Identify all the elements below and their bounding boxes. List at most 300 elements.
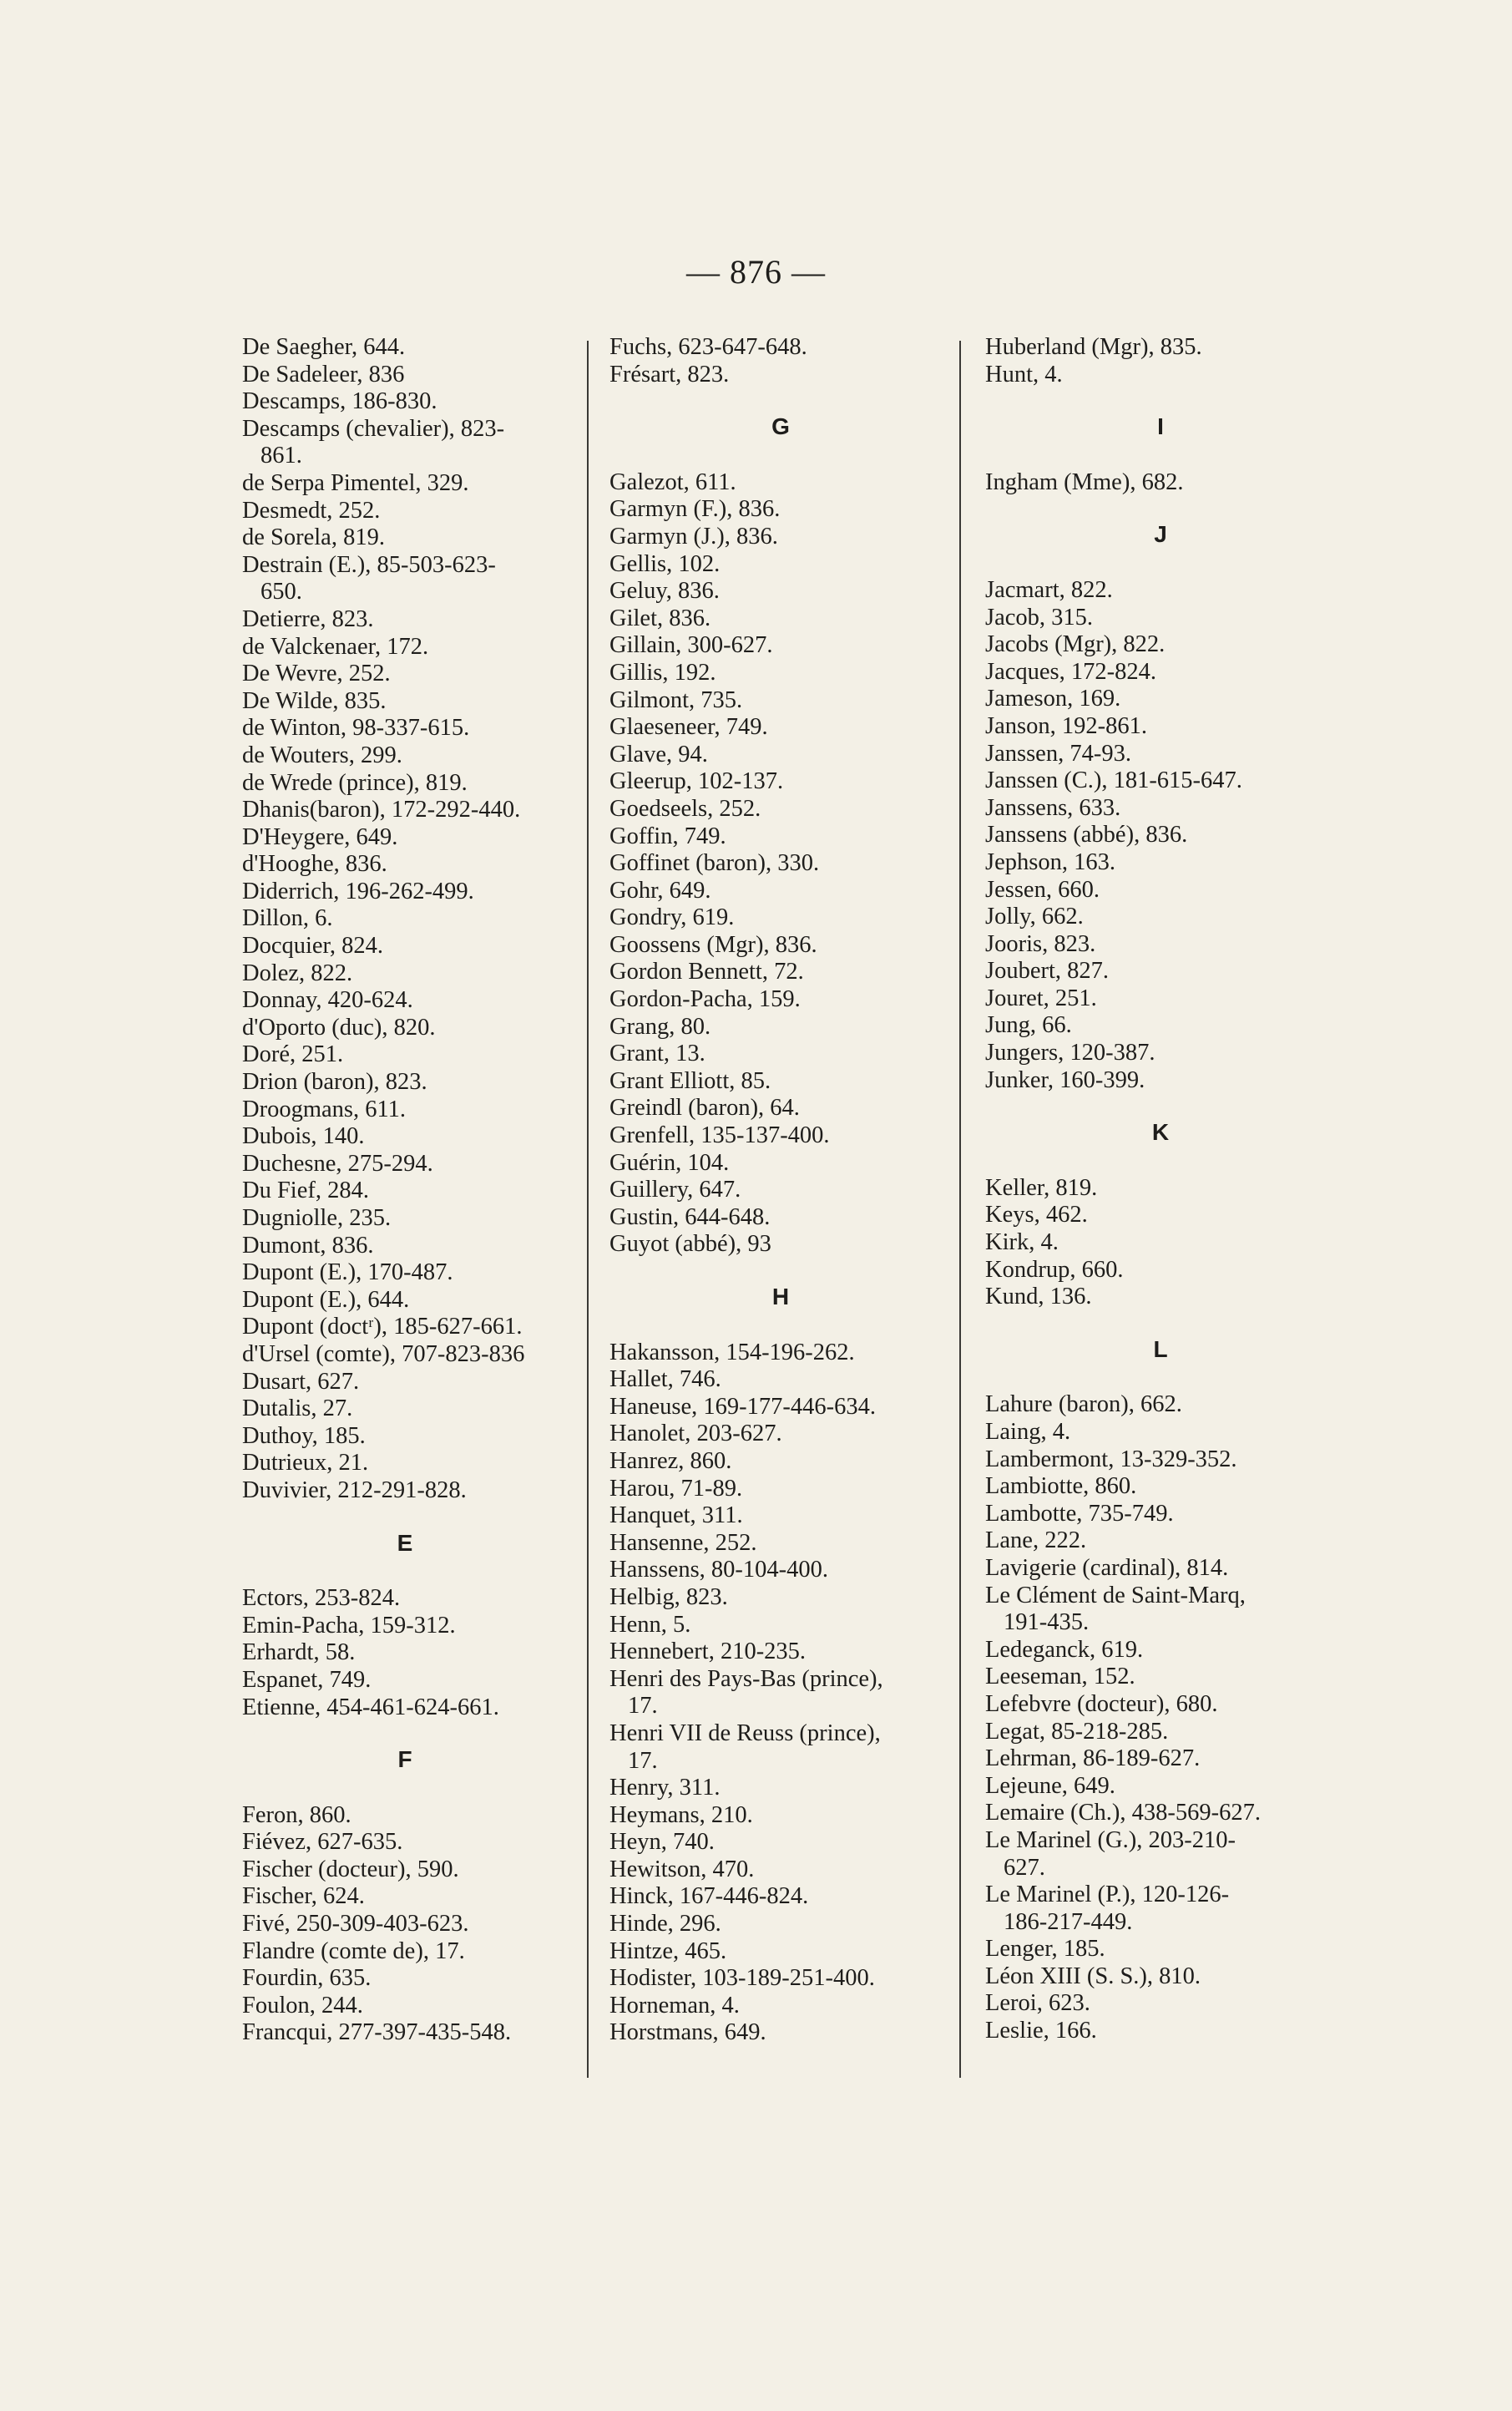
index-entry <box>609 1612 952 1639</box>
index-entry <box>242 1341 568 1369</box>
entry-text: Léon XIII (S. S.), 810. <box>985 1963 1201 1989</box>
index-entry <box>985 659 1336 686</box>
index-entry <box>985 362 1336 389</box>
index-entry <box>985 1175 1336 1203</box>
index-entry <box>242 1369 568 1396</box>
entry-text: Junker, 160-399. <box>985 1066 1145 1093</box>
index-entry <box>985 1773 1336 1801</box>
index-column-2 <box>609 334 952 2047</box>
index-entry <box>609 823 952 851</box>
index-entry <box>985 1936 1336 1963</box>
entry-text: Heymans, 210. <box>609 1801 753 1828</box>
entry-text: Janssens, 633. <box>985 794 1121 821</box>
entry-text: Helbig, 823. <box>609 1583 728 1610</box>
entry-text: Lemaire (Ch.), 438-569-627. <box>985 1800 1262 1826</box>
column-divider <box>959 341 961 2078</box>
section-letter: H <box>771 1284 790 1309</box>
entry-text: Le Marinel (G.), 203-210- <box>985 1826 1236 1853</box>
index-entry <box>609 1095 952 1122</box>
entry-text: Jacques, 172-824. <box>985 658 1156 685</box>
entry-text: de Wrede (prince), 819. <box>242 769 468 796</box>
index-entry <box>242 362 568 389</box>
index-entry <box>985 1800 1336 1827</box>
index-entry <box>242 1613 568 1640</box>
index-entry <box>985 904 1336 931</box>
entry-text: Goffin, 749. <box>609 823 726 849</box>
index-entry <box>242 987 568 1015</box>
section-letter: I <box>1157 413 1164 440</box>
index-entry <box>609 578 952 605</box>
entry-text: Erhardt, 58. <box>242 1639 356 1666</box>
index-entry <box>609 904 952 932</box>
index-column-1 <box>242 334 568 2047</box>
entry-text: Foulon, 244. <box>242 1992 363 2018</box>
entry-text: Lambiotte, 860. <box>985 1473 1137 1500</box>
entry-text: Jooris, 823. <box>985 930 1096 957</box>
index-entry <box>985 1527 1336 1555</box>
entry-text: Hinck, 167-446-824. <box>609 1883 809 1910</box>
entry-text: Henn, 5. <box>609 1611 691 1638</box>
entry-text: Dupont (E.), 170-487. <box>242 1259 453 1286</box>
entry-text: Haneuse, 169-177-446-634. <box>609 1393 876 1420</box>
index-entry <box>609 1502 952 1530</box>
index-entry <box>242 1205 568 1233</box>
entry-text: Fivé, 250-309-403-623. <box>242 1911 469 1937</box>
index-entry <box>985 577 1336 605</box>
entry-text: Dupont (E.), 644. <box>242 1286 410 1313</box>
entry-text: Le Marinel (P.), 120-126- <box>985 1882 1230 1908</box>
entry-text: Gillis, 192. <box>609 659 716 686</box>
entry-text: Henry, 311. <box>609 1775 721 1801</box>
index-entry <box>985 631 1336 659</box>
entry-text: Goedseels, 252. <box>609 795 761 822</box>
entry-text: Lahure (baron), 662. <box>985 1391 1182 1418</box>
index-entry <box>242 1069 568 1097</box>
index-entry <box>242 770 568 798</box>
entry-text: Hallet, 746. <box>609 1366 721 1393</box>
entry-text: Duvivier, 212-291-828. <box>242 1476 467 1503</box>
section-letter: G <box>771 413 790 440</box>
entry-text: Galezot, 611. <box>609 469 736 495</box>
page-number: — 876 — <box>686 253 826 291</box>
entry-text: De Saegher, 644. <box>242 334 406 360</box>
entry-text: Lefebvre (docteur), 680. <box>985 1690 1218 1717</box>
index-entry <box>609 1911 952 1938</box>
entry-text: Kirk, 4. <box>985 1229 1059 1256</box>
entry-text: Lane, 222. <box>985 1527 1087 1554</box>
entry-text: Ledeganck, 619. <box>985 1636 1144 1663</box>
entry-text: Legat, 85-218-285. <box>985 1718 1169 1745</box>
index-entry <box>242 1123 568 1151</box>
entry-text: Janssens (abbé), 836. <box>985 822 1188 848</box>
entry-text: Gordon Bennett, 72. <box>609 959 804 985</box>
index-entry <box>242 879 568 906</box>
entry-text: Garmyn (F.), 836. <box>609 496 781 523</box>
section-letter: E <box>397 1529 413 1556</box>
entry-text: Fuchs, 623-647-648. <box>609 334 807 360</box>
entry-text: Glaeseneer, 749. <box>609 714 768 741</box>
entry-text: Droogmans, 611. <box>242 1096 407 1122</box>
index-entry <box>609 1557 952 1584</box>
entry-text: Fiévez, 627-635. <box>242 1829 403 1856</box>
index-entry <box>985 1446 1336 1474</box>
entry-continuation: 191-435. <box>1004 1609 1090 1636</box>
index-entry <box>985 931 1336 959</box>
entry-text: Hakansson, 154-196-262. <box>609 1339 855 1365</box>
index-entry <box>609 1584 952 1612</box>
index-entry <box>609 1530 952 1558</box>
entry-text: Horneman, 4. <box>609 1992 740 2018</box>
entry-text: Drion (baron), 823. <box>242 1069 427 1096</box>
entry-text: Destrain (E.), 85-503-623- <box>242 551 496 578</box>
entry-text: Lenger, 185. <box>985 1936 1105 1963</box>
entry-text: Grant, 13. <box>609 1041 705 1067</box>
index-entry <box>985 334 1336 362</box>
entry-text: Dupont (doctʳ), 185-627-661. <box>242 1314 523 1340</box>
index-entry <box>609 551 952 579</box>
entry-text: Janssen, 74-93. <box>985 740 1131 767</box>
index-entry <box>242 661 568 688</box>
entry-text: Jessen, 660. <box>985 876 1100 903</box>
entry-text: Dutrieux, 21. <box>242 1450 369 1476</box>
entry-text: Hinde, 296. <box>609 1911 721 1937</box>
index-entry <box>242 2019 568 2047</box>
index-entry <box>242 742 568 770</box>
entry-text: Grenfell, 135-137-400. <box>609 1122 830 1149</box>
entry-text: Diderrich, 196-262-499. <box>242 878 474 904</box>
entry-continuation: 861. <box>260 443 302 469</box>
index-entry <box>609 1775 952 1802</box>
index-entry <box>609 1938 952 1966</box>
index-entry <box>985 1284 1336 1311</box>
index-entry <box>609 959 952 986</box>
index-entry <box>242 552 568 606</box>
index-entry <box>242 1829 568 1856</box>
entry-text: Doré, 251. <box>242 1041 344 1068</box>
entry-text: Guillery, 647. <box>609 1177 741 1203</box>
column-divider <box>587 341 589 2078</box>
entry-text: Espanet, 749. <box>242 1666 372 1693</box>
index-entry <box>985 1067 1336 1095</box>
index-entry <box>242 715 568 742</box>
index-entry <box>985 1827 1336 1882</box>
index-entry <box>985 1664 1336 1691</box>
entry-text: Jacmart, 822. <box>985 576 1113 603</box>
index-entry <box>242 960 568 988</box>
index-entry <box>609 1802 952 1830</box>
entry-continuation: 627. <box>1004 1854 1045 1881</box>
entry-text: Grang, 80. <box>609 1013 711 1040</box>
index-entry <box>609 496 952 524</box>
entry-continuation: 17. <box>628 1747 658 1774</box>
entry-text: Grant Elliott, 85. <box>609 1067 771 1094</box>
index-entry <box>985 1637 1336 1664</box>
index-entry <box>609 878 952 905</box>
entry-text: Henri des Pays-Bas (prince), <box>609 1665 883 1692</box>
entry-text: Hanssens, 80-104-400. <box>609 1557 829 1583</box>
entry-text: De Wevre, 252. <box>242 661 391 687</box>
index-entry <box>985 985 1336 1013</box>
entry-text: Fourdin, 635. <box>242 1965 372 1992</box>
index-entry <box>985 1990 1336 2018</box>
index-entry <box>242 851 568 879</box>
entry-text: Gilet, 836. <box>609 605 711 631</box>
entry-text: Harou, 71-89. <box>609 1475 743 1502</box>
entry-text: Jameson, 169. <box>985 686 1121 712</box>
index-entry <box>609 1231 952 1259</box>
index-entry <box>609 768 952 796</box>
entry-text: Jacob, 315. <box>985 604 1094 631</box>
entry-text: Heyn, 740. <box>609 1829 715 1856</box>
index-entry <box>985 1012 1336 1040</box>
entry-text: de Winton, 98-337-615. <box>242 715 470 742</box>
index-entry <box>242 606 568 634</box>
index-entry <box>609 1421 952 1448</box>
section-letter: F <box>397 1746 412 1773</box>
index-entry <box>242 1259 568 1287</box>
entry-text: de Serpa Pimentel, 329. <box>242 469 469 496</box>
entry-text: Leslie, 166. <box>985 2018 1097 2044</box>
index-entry <box>609 660 952 687</box>
index-entry <box>985 1583 1336 1637</box>
entry-text: Descamps (chevalier), 823- <box>242 415 505 442</box>
entry-text: de Valckenaer, 172. <box>242 633 429 660</box>
index-entry <box>609 1476 952 1503</box>
entry-text: Geluy, 836. <box>609 578 720 605</box>
entry-text: Lavigerie (cardinal), 814. <box>985 1554 1229 1581</box>
index-entry <box>985 605 1336 632</box>
index-entry <box>242 388 568 416</box>
index-entry <box>242 1477 568 1505</box>
index-entry <box>985 1963 1336 1991</box>
index-entry <box>985 1745 1336 1773</box>
entry-text: Hodister, 103-189-251-400. <box>609 1965 875 1992</box>
entry-text: Leroi, 623. <box>985 1990 1090 2017</box>
index-entry <box>242 498 568 525</box>
entry-text: Jouret, 251. <box>985 985 1097 1011</box>
index-entry <box>609 742 952 769</box>
entry-text: Fischer, 624. <box>242 1883 365 1910</box>
entry-text: Detierre, 823. <box>242 605 374 632</box>
index-entry <box>242 470 568 498</box>
index-entry <box>985 1555 1336 1583</box>
entry-text: Jephson, 163. <box>985 848 1115 875</box>
entry-text: Hintze, 465. <box>609 1937 727 1964</box>
entry-text: Dhanis(baron), 172-292-440. <box>242 797 521 823</box>
index-entry <box>609 1177 952 1204</box>
index-entry <box>242 1314 568 1341</box>
index-entry <box>609 1068 952 1096</box>
index-entry <box>242 1178 568 1205</box>
entry-text: Hanolet, 203-627. <box>609 1421 782 1447</box>
entry-text: Dolez, 822. <box>242 960 353 986</box>
entry-continuation: 650. <box>260 579 302 605</box>
index-entry <box>242 1938 568 1966</box>
entry-text: Jacobs (Mgr), 822. <box>985 631 1166 658</box>
entry-text: Jungers, 120-387. <box>985 1040 1155 1066</box>
entry-text: Keller, 819. <box>985 1174 1098 1201</box>
index-entry <box>609 850 952 878</box>
index-entry <box>609 1639 952 1666</box>
index-entry <box>242 334 568 362</box>
index-entry <box>242 1694 568 1722</box>
entry-text: Gilmont, 735. <box>609 686 743 713</box>
entry-text: Garmyn (J.), 836. <box>609 523 778 550</box>
index-entry <box>242 797 568 824</box>
index-entry <box>609 334 952 362</box>
index-entry <box>242 1395 568 1423</box>
entry-text: Hanrez, 860. <box>609 1447 732 1474</box>
entry-text: Laing, 4. <box>985 1419 1071 1445</box>
entry-text: Lehrman, 86-189-627. <box>985 1745 1201 1772</box>
entry-text: Keys, 462. <box>985 1202 1088 1228</box>
index-entry <box>242 1856 568 1884</box>
index-entry <box>242 1423 568 1451</box>
index-entry <box>609 1041 952 1068</box>
index-entry <box>985 741 1336 768</box>
entry-text: Jolly, 662. <box>985 904 1084 930</box>
entry-text: Ectors, 253-824. <box>242 1585 401 1612</box>
entry-text: Lejeune, 649. <box>985 1772 1115 1799</box>
index-entry <box>985 686 1336 713</box>
index-entry <box>609 632 952 660</box>
index-entry <box>985 2018 1336 2045</box>
index-entry <box>985 849 1336 877</box>
entry-text: De Wilde, 835. <box>242 687 387 714</box>
index-entry <box>242 1802 568 1830</box>
entry-text: Emin-Pacha, 159-312. <box>242 1612 456 1639</box>
index-entry <box>609 1122 952 1150</box>
entry-text: Goffinet (baron), 330. <box>609 850 820 877</box>
entry-text: Huberland (Mgr), 835. <box>985 334 1202 360</box>
section-letter: L <box>1153 1335 1168 1362</box>
entry-text: Gohr, 649. <box>609 877 711 904</box>
index-entry <box>609 1014 952 1041</box>
index-entry <box>985 1691 1336 1719</box>
entry-text: Hanquet, 311. <box>609 1502 743 1529</box>
index-entry <box>242 1993 568 2020</box>
index-entry <box>242 1639 568 1667</box>
index-entry <box>985 822 1336 849</box>
entry-text: Kondrup, 660. <box>985 1256 1124 1283</box>
index-entry <box>985 1501 1336 1528</box>
index-column-3 <box>985 334 1336 2045</box>
index-entry <box>242 1041 568 1069</box>
index-entry <box>609 1150 952 1178</box>
entry-text: Hansenne, 252. <box>609 1529 757 1556</box>
section-letter: J <box>1154 521 1167 548</box>
index-entry <box>609 1720 952 1775</box>
index-entry <box>985 1257 1336 1284</box>
entry-text: Etienne, 454-461-624-661. <box>242 1694 499 1720</box>
entry-text: Gondry, 619. <box>609 904 735 931</box>
index-entry <box>609 2019 952 2047</box>
entry-text: Dugniolle, 235. <box>242 1205 392 1231</box>
entry-text: Kund, 136. <box>985 1284 1092 1310</box>
entry-text: Gellis, 102. <box>609 550 721 577</box>
index-entry <box>609 1829 952 1856</box>
index-entry <box>985 1419 1336 1446</box>
index-entry <box>242 1585 568 1613</box>
entry-text: Docquier, 824. <box>242 933 384 960</box>
entry-text: d'Ursel (comte), 707-823-836 <box>242 1340 525 1367</box>
entry-text: Gleerup, 102-137. <box>609 768 784 795</box>
index-entry <box>985 958 1336 985</box>
entry-text: De Sadeleer, 836 <box>242 361 405 387</box>
index-entry <box>242 416 568 470</box>
entry-text: Frésart, 823. <box>609 361 730 387</box>
index-entry <box>609 1340 952 1367</box>
entry-text: Le Clément de Saint-Marq, <box>985 1582 1246 1608</box>
index-entry <box>609 687 952 715</box>
entry-text: Joubert, 827. <box>985 958 1110 985</box>
index-entry <box>242 1233 568 1260</box>
entry-text: Guérin, 104. <box>609 1149 730 1176</box>
entry-text: Hewitson, 470. <box>609 1856 755 1882</box>
entry-continuation: 17. <box>628 1693 658 1720</box>
index-entry <box>242 1883 568 1911</box>
entry-text: Janssen (C.), 181-615-647. <box>985 767 1242 794</box>
index-entry <box>609 1666 952 1720</box>
index-entry <box>242 634 568 661</box>
entry-text: Dubois, 140. <box>242 1123 365 1150</box>
index-entry <box>242 1287 568 1314</box>
entry-text: Lambotte, 735-749. <box>985 1500 1174 1527</box>
entry-text: Henri VII de Reuss (prince), <box>609 1720 881 1746</box>
index-entry <box>609 605 952 633</box>
index-entry <box>609 1856 952 1884</box>
index-entry <box>242 688 568 716</box>
index-entry <box>609 986 952 1014</box>
entry-text: Hunt, 4. <box>985 361 1063 387</box>
index-entry <box>242 1667 568 1694</box>
index-entry <box>609 932 952 960</box>
entry-text: Dillon, 6. <box>242 905 333 932</box>
entry-text: Dusart, 627. <box>242 1368 360 1395</box>
index-entry <box>985 1882 1336 1936</box>
index-entry <box>242 933 568 960</box>
index-entry <box>985 1391 1336 1419</box>
entry-text: Dutalis, 27. <box>242 1395 353 1422</box>
entry-text: Guyot (abbé), 93 <box>609 1231 771 1258</box>
entry-text: Gordon-Pacha, 159. <box>609 986 801 1013</box>
entry-text: Fischer (docteur), 590. <box>242 1856 459 1882</box>
index-entry <box>985 1040 1336 1067</box>
index-entry <box>985 767 1336 795</box>
entry-text: Jung, 66. <box>985 1012 1072 1039</box>
index-entry <box>985 469 1336 497</box>
index-entry <box>609 1204 952 1232</box>
index-entry <box>609 469 952 497</box>
index-entry <box>985 713 1336 741</box>
entry-text: Hennebert, 210-235. <box>609 1639 807 1665</box>
index-entry <box>609 1883 952 1911</box>
section-letter: K <box>1151 1119 1170 1146</box>
index-entry <box>242 524 568 552</box>
index-entry <box>609 1366 952 1394</box>
index-entry <box>609 1448 952 1476</box>
entry-text: Dumont, 836. <box>242 1232 374 1259</box>
entry-text: Du Fief, 284. <box>242 1178 369 1204</box>
entry-text: Duthoy, 185. <box>242 1422 366 1449</box>
index-entry <box>242 1097 568 1124</box>
index-entry <box>985 795 1336 823</box>
entry-text: Feron, 860. <box>242 1801 351 1828</box>
entry-text: de Wouters, 299. <box>242 742 402 768</box>
index-entry <box>609 714 952 742</box>
index-entry <box>242 1965 568 1993</box>
entry-text: Francqui, 277-397-435-548. <box>242 2019 512 2046</box>
